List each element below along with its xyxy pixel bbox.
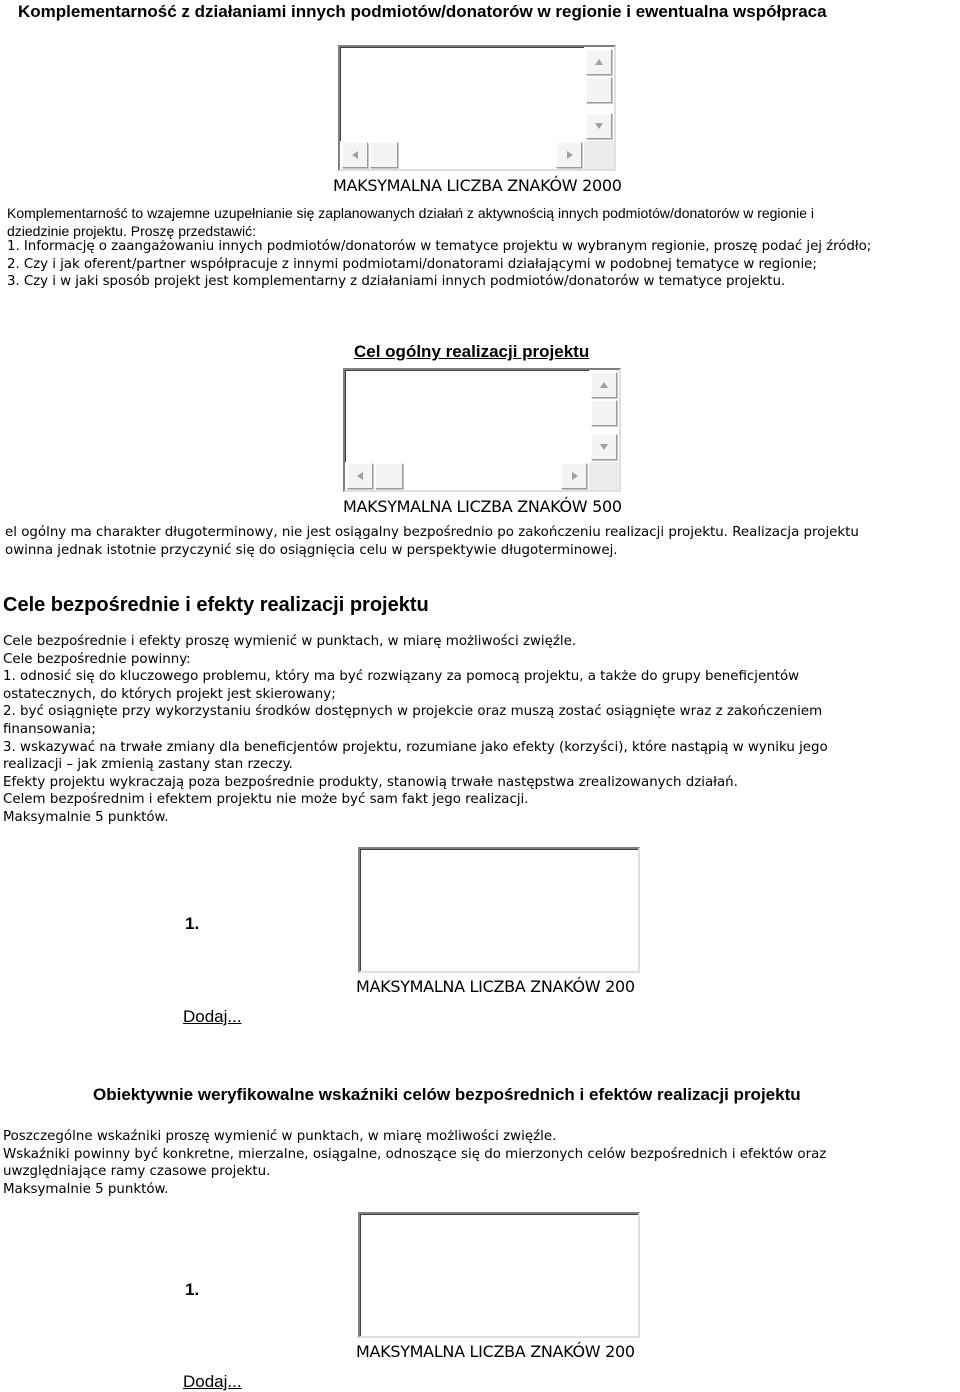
section4-title: Obiektywnie weryfikowalne wskaźniki celów bezpośrednich i efektów realizacji projektu <box>93 1085 801 1104</box>
scroll-thumb[interactable] <box>586 77 612 103</box>
section1-list <box>7 238 871 291</box>
vertical-scrollbar[interactable] <box>589 370 619 462</box>
max-chars-label: MAKSYMALNA LICZBA ZNAKÓW 500 <box>343 497 622 516</box>
section1-title: Komplementarność z działaniami innych podmiotów/donatorów w regionie i ewentualna współpraca <box>18 2 827 21</box>
section2-title: Cel ogólny realizacji projektu <box>354 342 590 361</box>
horizontal-scrollbar[interactable] <box>340 141 584 169</box>
scroll-up-icon[interactable] <box>586 49 612 75</box>
item-number: 1. <box>185 914 200 933</box>
section3-title: Cele bezpośrednie i efekty realizacji projektu <box>3 594 429 616</box>
max-chars-label: MAKSYMALNA LICZBA ZNAKÓW 200 <box>356 1342 635 1361</box>
section2-description: el ogólny ma charakter długoterminowy, nie jest osiągalny bezpośrednio po zakończeniu realizacji projektu. Realizacja projektu owinna jednak istotnie przyczynić się do osiągnięcia celu w perspektywie długoterminowej. <box>5 525 859 558</box>
section1-description: Komplementarność to wzajemne uzupełnianie się zaplanowanych działań z aktywnością innych podmiotów/donatorów w regionie i dziedzinie projektu. Proszę przedstawić: <box>7 205 815 239</box>
list-item: 1. Informację o zaangażowaniu innych podmiotów/donatorów w tematyce projektu w wybranym regionie, proszę podać jej źródło; <box>7 239 872 254</box>
scroll-down-icon[interactable] <box>586 113 612 139</box>
hscroll-thumb[interactable] <box>375 463 403 489</box>
list-item: 3. Czy i w jaki sposób projekt jest komplementarny z działaniami innych podmiotów/donatorów w tematyce projektu. <box>7 274 786 289</box>
max-chars-label: MAKSYMALNA LICZBA ZNAKÓW 200 <box>356 977 635 996</box>
add-item-link[interactable]: Dodaj... <box>183 1372 242 1391</box>
direct-goal-textarea-1[interactable] <box>358 847 640 973</box>
scroll-up-icon[interactable] <box>591 372 617 398</box>
scroll-right-icon[interactable] <box>561 463 587 489</box>
section4-description: Poszczególne wskaźniki proszę wymienić w punktach, w miarę możliwości zwięźle. Wskaźniki powinny być konkretne, mierzalne, osiągalne, odnoszące się do mierzonych celów bezpośrednich i efektów oraz uwzględniające ramy czasowe projektu. Maksymalnie 5 punktów. <box>3 1129 827 1197</box>
add-item-link[interactable]: Dodaj... <box>183 1007 242 1026</box>
item-number: 1. <box>185 1280 200 1299</box>
hscroll-thumb[interactable] <box>370 142 398 168</box>
section3-description: Cele bezpośrednie i efekty proszę wymienić w punktach, w miarę możliwości zwięźle. Cele bezpośrednie powinny: 1. odnosić się do kluczowego problemu, który ma być rozwiązany za pomocą projektu, a także do grupy beneficjentów ostatecznych, do których projekt jest skierowany; 2. być osiągnięte przy wykorzystaniu środków dostępnych w projekcie oraz muszą zostać osiągnięte wraz z zakończeniem finansowania; 3. wskazywać na trwałe zmiany dla beneficjentów projektu, rozumiane jako efekty (korzyści), które nastąpią w wyniku jego realizacji – jak zmienią zastany stan rzeczy. Efekty projektu wykraczają poza bezpośrednie produkty, stanowią trwałe następstwa zrealizowanych działań. Celem bezpośrednim i efektem projektu nie może być sam fakt jego realizacji. Maksymalnie 5 punktów. <box>3 634 828 825</box>
horizontal-scrollbar[interactable] <box>345 462 589 490</box>
scroll-down-icon[interactable] <box>591 434 617 460</box>
scroll-left-icon[interactable] <box>347 463 373 489</box>
list-item: 2. Czy i jak oferent/partner współpracuje z innymi podmiotami/donatorami działającymi w podobnej tematyce w regionie; <box>7 256 817 272</box>
max-chars-label: MAKSYMALNA LICZBA ZNAKÓW 2000 <box>333 176 622 195</box>
scroll-left-icon[interactable] <box>342 142 368 168</box>
vertical-scrollbar[interactable] <box>584 47 614 141</box>
general-goal-textarea[interactable] <box>343 368 621 492</box>
complementarity-textarea[interactable] <box>338 45 616 171</box>
scroll-right-icon[interactable] <box>556 142 582 168</box>
indicator-textarea-1[interactable] <box>358 1212 640 1338</box>
scroll-thumb[interactable] <box>591 400 617 426</box>
